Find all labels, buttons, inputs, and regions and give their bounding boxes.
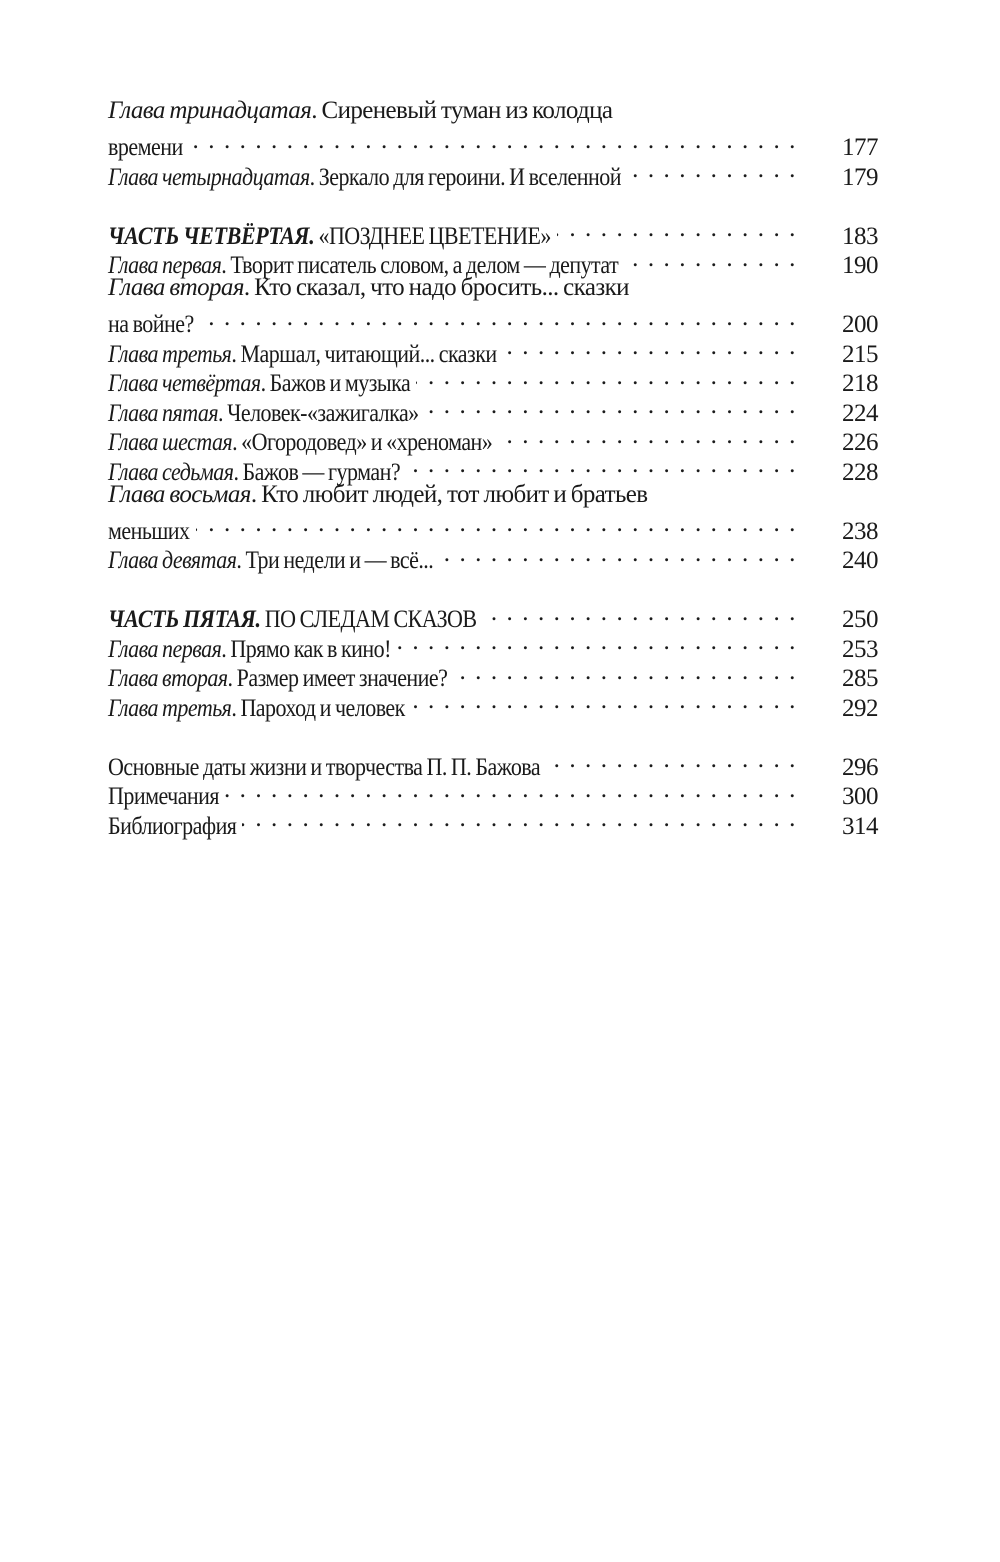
dot-leader [483,598,797,628]
chapter-label: Глава пятая [108,399,219,427]
entry-title: Библиография [108,812,237,840]
chapter-title: . Маршал, читающий... сказки [231,340,497,368]
chapter-label: Глава первая [108,252,222,279]
page-number: 240 [842,547,878,574]
part-label: ЧАСТЬ ПЯТАЯ. [108,606,261,633]
chapter-label: Глава восьмая [108,480,251,508]
chapter-title: . Человек-«зажигалка» [218,399,419,427]
dot-leader [189,126,797,156]
dot-leader [624,244,797,274]
toc-part-heading-four[interactable] [108,214,878,250]
toc-entry-line [108,332,878,368]
dot-leader [411,686,797,716]
toc-group-part-three-end [108,96,878,191]
toc-entry-line [108,214,878,250]
page-number: 314 [842,812,878,840]
page-number: 250 [842,606,878,633]
dot-leader [242,804,797,834]
toc-entry-chapter-2[interactable] [108,273,878,338]
page-number: 296 [842,753,878,781]
chapter-title: . Сиреневый туман из колодца [311,97,613,124]
dot-leader [498,421,797,451]
chapter-label: Глава первая [108,635,222,663]
part-label: ЧАСТЬ ЧЕТВЁРТАЯ. [108,222,315,250]
chapter-label: Глава третья [108,694,232,722]
toc-entry-chapter-9[interactable] [108,539,878,574]
chapter-label: Глава вторая [108,665,228,692]
toc-group-part-five [108,598,878,722]
dot-leader [453,657,797,687]
dot-leader [225,775,797,805]
toc-part-heading-five[interactable] [108,598,878,633]
entry-title: Примечания [108,783,220,810]
dot-leader [397,627,797,657]
toc-entry-line [108,126,878,161]
chapter-title: . Зеркало для героини. И вселенной [309,163,622,191]
dot-leader [416,362,797,392]
dot-leader [425,391,797,421]
dot-leader [439,539,797,569]
chapter-title: . Размер имеет значение? [227,665,448,692]
chapter-label: Глава четырнадцатая [108,163,310,191]
toc-entry-bibliography[interactable] [108,804,878,840]
chapter-label: Глава девятая [108,547,237,574]
chapter-title: . «Огородовед» и «хреноман» [232,429,493,456]
toc-entry-line [108,155,878,191]
table-of-contents [108,96,878,840]
page-number: 238 [842,517,878,545]
chapter-label: Глава третья [108,340,232,368]
page-number: 285 [842,665,878,692]
dot-leader [503,332,797,362]
toc-entry-chapter-13[interactable] [108,96,878,161]
toc-entry-line [108,804,878,840]
chapter-label: Глава вторая [108,274,244,301]
toc-entry-chronology[interactable] [108,745,878,781]
chapter-title: . Бажов — гурман? [233,458,401,486]
page-number: 190 [842,252,878,279]
page-number: 200 [842,311,878,338]
toc-entry-chapter-8[interactable] [108,480,878,545]
entry-title: Основные даты жизни и творчества П. П. Бажова [108,753,541,781]
page-number: 253 [842,635,878,663]
page-number: 224 [842,399,878,427]
chapter-title: . Три недели и — всё... [236,547,434,574]
dot-leader [546,745,797,775]
dot-leader [200,303,797,333]
page-number: 228 [842,458,878,486]
toc-group-back-matter [108,745,878,840]
dot-leader [557,214,797,244]
toc-entry-line [108,509,878,545]
chapter-title: . Кто любит людей, тот любит и братьев [250,480,648,508]
toc-entry-chapter-14[interactable] [108,155,878,191]
chapter-title: . Творит писатель словом, а делом — депутат [221,252,619,279]
dot-leader [196,509,797,539]
chapter-label: Глава тринадцатая [108,97,312,124]
chapter-title-continued: меньших [108,517,190,545]
chapter-label: Глава седьмая [108,458,234,486]
page-number: 292 [842,694,878,722]
toc-entry-line [108,303,878,338]
part-title: ПО СЛЕДАМ СКАЗОВ [260,606,477,633]
page-number: 183 [842,222,878,250]
toc-entry-line [108,598,878,633]
chapter-label: Глава шестая [108,429,233,456]
toc-group-part-four [108,214,878,574]
dot-leader [406,450,797,480]
page-number: 177 [842,134,878,161]
chapter-title-continued: времени [108,134,183,161]
page-number: 226 [842,429,878,456]
page-number: 218 [842,370,878,397]
page-number: 179 [842,163,878,191]
chapter-title-continued: на войне? [108,311,194,338]
page-number: 300 [842,783,878,810]
chapter-title: . Кто сказал, что надо бросить... сказки [243,274,629,301]
chapter-title: . Пароход и человек [231,694,405,722]
chapter-label: Глава четвёртая [108,370,261,397]
toc-entry-line [108,539,878,574]
chapter-title: . Бажов и музыка [260,370,411,397]
part-title: «ПОЗДНЕЕ ЦВЕТЕНИЕ» [314,222,551,250]
dot-leader [627,155,797,185]
toc-entry-chapter-3[interactable] [108,332,878,368]
chapter-title: . Прямо как в кино! [221,635,391,663]
toc-entry-line [108,96,878,126]
toc-entry-line [108,745,878,781]
page-number: 215 [842,340,878,368]
